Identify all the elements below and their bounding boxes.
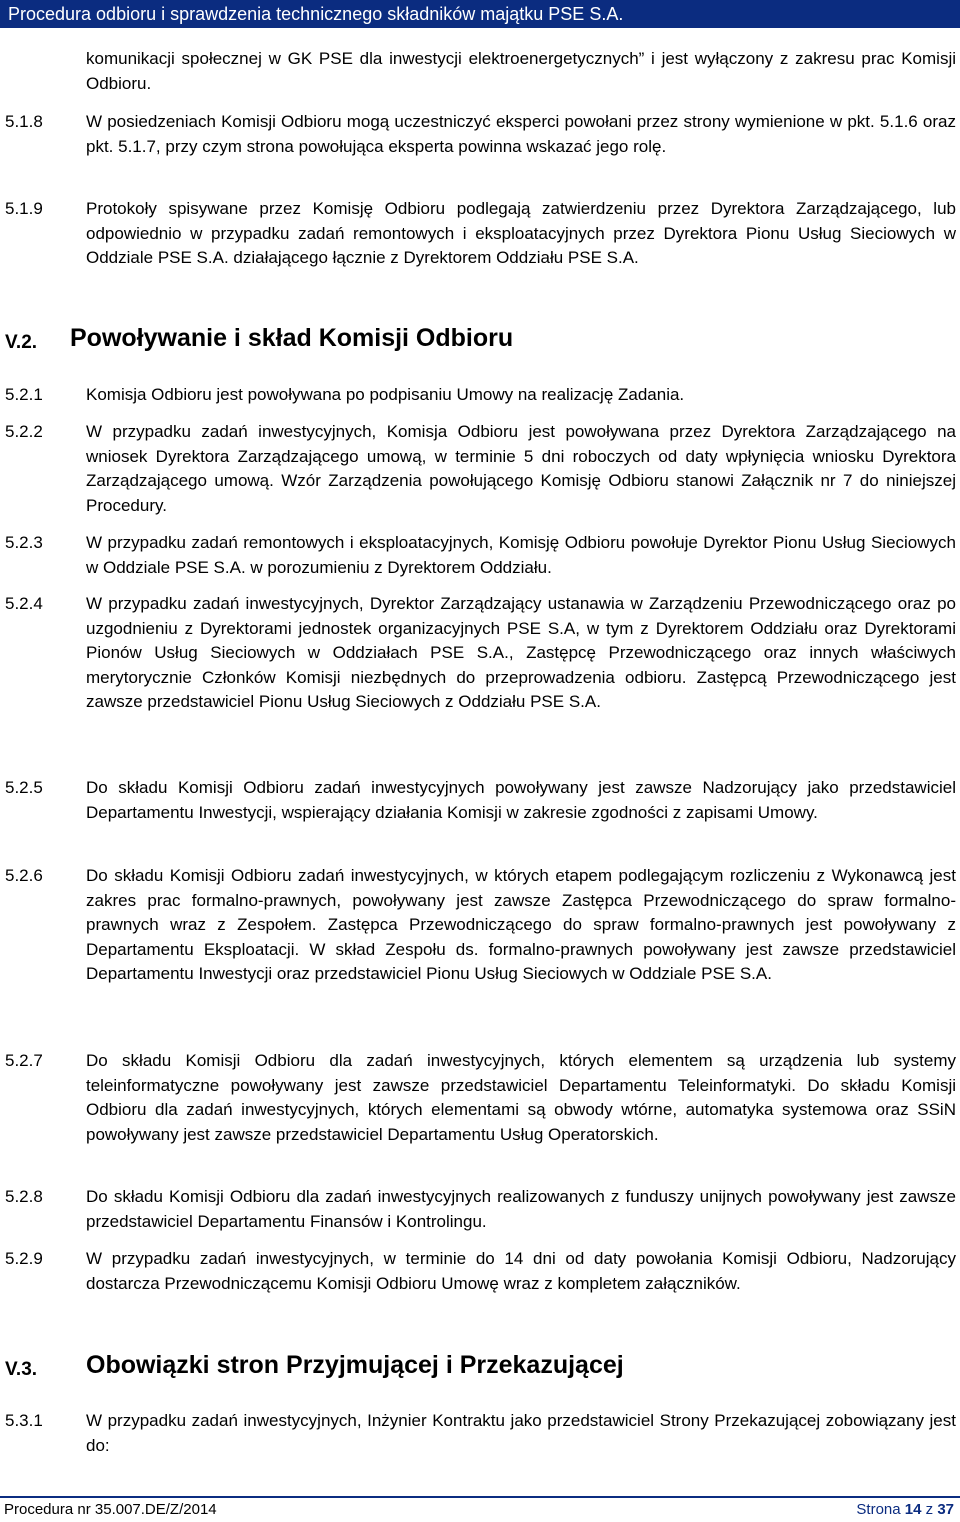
page-label: Strona: [856, 1501, 901, 1518]
paragraph-text: komunikacji społecznej w GK PSE dla inwestycji elektroenergetycznych” i jest wyłączony z zakresu prac Komisji Odbioru.: [86, 49, 956, 93]
paragraph-number: 5.1.9: [5, 199, 43, 218]
paragraph-number: 5.2.7: [5, 1051, 43, 1070]
paragraph-number: 5.2.6: [5, 866, 43, 885]
page-of: z: [925, 1501, 934, 1518]
paragraph-text: Protokoły spisywane przez Komisję Odbioru podlegają zatwierdzeniu przez Dyrektora Zarządzającego, lub odpowiednio w przypadku zadań remontowych i eksploatacyjnych przez Dyrektora Pionu Usług Sieciowych w Oddziale PSE S.A. działającego łącznie z Dyrektorem Oddziału PSE S.A.: [86, 199, 956, 268]
footer-page-indicator: [856, 1500, 954, 1520]
paragraph-text: Do składu Komisji Odbioru zadań inwestycyjnych powoływany jest zawsze Nadzorujący jako przedstawiciel Departamentu Inwestycji, wspierający działania Komisji w zakresie zgodności z zapisami Umowy.: [86, 778, 956, 822]
paragraph-number: 5.2.5: [5, 778, 43, 797]
paragraph-number: 5.3.1: [5, 1411, 43, 1430]
paragraph-text: W przypadku zadań inwestycyjnych, Komisja Odbioru jest powoływana przez Dyrektora Zarządzającego na wniosek Dyrektora Zarządzającego umową, w terminie 5 dni roboczych od daty wpłynięcia wniosku Dyrektora Zarządzającego umową. Wzór Zarządzenia powołującego Komisję Odbioru stanowi Załącznik nr 7 do niniejszej Procedury.: [86, 422, 956, 515]
paragraph-text: Komisja Odbioru jest powoływana po podpisaniu Umowy na realizację Zadania.: [86, 385, 685, 404]
page-header: [0, 0, 960, 28]
footer-procedure-number: Procedura nr 35.007.DE/Z/2014: [4, 1501, 217, 1518]
section-number: V.2.: [5, 332, 38, 353]
paragraph-number: 5.2.9: [5, 1249, 43, 1268]
paragraph-text: Do składu Komisji Odbioru dla zadań inwestycyjnych realizowanych z funduszy unijnych powoływany jest zawsze przedstawiciel Departamentu Finansów i Kontrolingu.: [86, 1187, 956, 1231]
paragraph-text: W przypadku zadań inwestycyjnych, Inżynier Kontraktu jako przedstawiciel Strony Przekazującej zobowiązany jest do:: [86, 1411, 956, 1455]
paragraph-number: 5.1.8: [5, 112, 43, 131]
paragraph-number: 5.2.8: [5, 1187, 43, 1206]
page-current: 14: [904, 1501, 922, 1518]
paragraph-text: Do składu Komisji Odbioru zadań inwestycyjnych, w których etapem podlegającym rozliczeniu z Wykonawcą jest zakres prac formalno-prawnych, powoływany jest zawsze Zastępca Przewodniczącego do spraw formalno-prawnych wraz z Zespołem. Zastępca Przewodniczącego do spraw formalno-prawnych jest powoływany z Departamentu Eksploatacji. W skład Zespołu ds. formalno-prawnych powoływany jest zawsze przedstawiciel Departamentu Inwestycji oraz przedstawiciel Pionu Usług Sieciowych w Oddziale PSE S.A.: [86, 866, 956, 984]
paragraph-text: W przypadku zadań inwestycyjnych, Dyrektor Zarządzający ustanawia w Zarządzeniu Przewodniczącego oraz po uzgodnieniu z Dyrektorami jednostek organizacyjnych PSE S.A, w tym z Dyrektorem Oddziału oraz Dyrektorami Pionów Usług Sieciowych w Oddziałach PSE S.A., Zastępcę Przewodniczącego oraz innych właściwych merytorycznie Członków Komisji niezbędnych do przeprowadzenia odbioru. Zastępcą Przewodniczącego jest zawsze przedstawiciel Pionu Usług Sieciowych z Oddziału PSE S.A.: [86, 594, 956, 712]
footer-divider: [0, 1496, 960, 1498]
page-total: 37: [937, 1501, 954, 1518]
paragraph-number: 5.2.1: [5, 385, 43, 404]
paragraph-text: W przypadku zadań remontowych i eksploatacyjnych, Komisję Odbioru powołuje Dyrektor Pionu Usług Sieciowych w Oddziale PSE S.A. w porozumieniu z Dyrektorem Oddziału.: [86, 533, 956, 577]
section-title: Powoływanie i skład Komisji Odbioru: [70, 324, 514, 352]
paragraph-text: W przypadku zadań inwestycyjnych, w terminie do 14 dni od daty powołania Komisji Odbioru, Nadzorujący dostarcza Przewodniczącemu Komisji Odbioru Umowę wraz z kompletem załączników.: [86, 1249, 956, 1293]
paragraph-number: 5.2.4: [5, 594, 43, 613]
document-title: Procedura odbioru i sprawdzenia technicznego składników majątku PSE S.A.: [8, 4, 624, 24]
paragraph-text: W posiedzeniach Komisji Odbioru mogą uczestniczyć eksperci powołani przez strony wymienione w pkt. 5.1.6 oraz pkt. 5.1.7, przy czym strona powołująca eksperta powinna wskazać jego rolę.: [86, 112, 956, 156]
paragraph-text: Do składu Komisji Odbioru dla zadań inwestycyjnych, których elementem są urządzenia lub systemy teleinformatyczne powoływany jest zawsze przedstawiciel Departamentu Teleinformatyki. Do składu Komisji Odbioru dla zadań inwestycyjnych, których elementami są obwody wtórne, automatyka systemowa oraz SSiN powoływany jest zawsze przedstawiciel Departamentu Usług Operatorskich.: [86, 1051, 956, 1144]
section-title: Obowiązki stron Przyjmującej i Przekazującej: [86, 1351, 624, 1379]
paragraph-number: 5.2.2: [5, 422, 43, 441]
section-number: V.3.: [5, 1359, 38, 1380]
paragraph-number: 5.2.3: [5, 533, 43, 552]
